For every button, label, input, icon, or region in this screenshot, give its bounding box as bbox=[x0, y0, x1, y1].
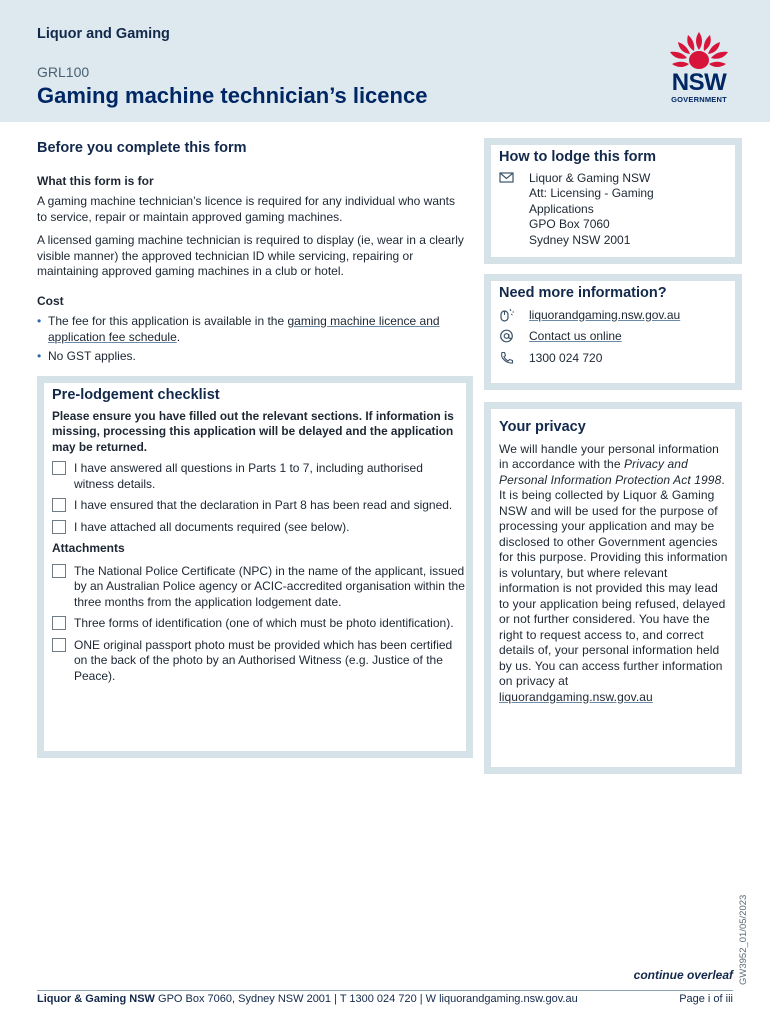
checkbox[interactable] bbox=[52, 564, 66, 578]
phone-row bbox=[499, 351, 735, 367]
attachment-label: Three forms of identification (one of which must be photo identification). bbox=[74, 616, 454, 630]
page-number: Page i of iii bbox=[679, 993, 733, 1005]
form-version-code: GW3952_01/05/2023 bbox=[738, 894, 749, 985]
logo-subtext: GOVERNMENT bbox=[671, 95, 727, 104]
footer-contact bbox=[37, 993, 578, 1005]
address-line: Applications bbox=[529, 201, 594, 216]
more-info-panel bbox=[484, 274, 742, 390]
cost-text-end: . bbox=[176, 329, 181, 344]
checkbox[interactable] bbox=[52, 616, 66, 630]
waratah-icon bbox=[662, 30, 736, 74]
address-line: GPO Box 7060 bbox=[529, 217, 610, 231]
checklist-intro: Please ensure you have filled out the relevant sections. If information is missing, processing this application will be delayed and the application may be returned. bbox=[52, 408, 454, 454]
attachments-heading: Attachments bbox=[52, 541, 125, 555]
checklist-heading: Pre-lodgement checklist bbox=[52, 387, 220, 403]
pre-lodgement-checklist bbox=[37, 376, 473, 758]
address-line: Sydney NSW 2001 bbox=[529, 232, 631, 247]
privacy-act-name: Privacy and Personal Information Protection Act 1998 bbox=[499, 457, 722, 487]
attachment-item bbox=[52, 616, 466, 632]
what-paragraph-1: A gaming machine technician’s licence is required for any individual who wants to service, repair or maintain approved gaming machines. bbox=[37, 194, 456, 224]
cost-heading: Cost bbox=[37, 293, 64, 308]
website-row bbox=[499, 308, 735, 324]
what-paragraph-2: A licensed gaming machine technician is required to display (ie, wear in a clearly visible manner) the approved technician ID while servicing, repairing or maintaining approved gaming machines in a club or hotel. bbox=[37, 233, 464, 278]
footer-divider bbox=[37, 990, 733, 991]
mouse-click-icon bbox=[499, 308, 515, 322]
contact-online-link[interactable]: Contact us online bbox=[529, 329, 622, 343]
attachment-item bbox=[52, 564, 466, 611]
checklist-item bbox=[52, 461, 466, 492]
checklist-item bbox=[52, 498, 466, 514]
form-code: GRL100 bbox=[37, 64, 90, 80]
checkbox[interactable] bbox=[52, 461, 66, 475]
address-line: Att: Licensing - Gaming bbox=[529, 186, 654, 200]
privacy-heading: Your privacy bbox=[499, 419, 586, 435]
contact-row bbox=[499, 329, 735, 345]
checklist-item-label: I have ensured that the declaration in Part 8 has been read and signed. bbox=[74, 498, 453, 512]
fee-schedule-link[interactable]: gaming machine licence and application fee schedule bbox=[48, 314, 440, 344]
at-sign-icon bbox=[499, 329, 515, 343]
what-heading: What this form is for bbox=[37, 173, 154, 188]
page-header bbox=[0, 0, 770, 122]
cost-list bbox=[37, 314, 467, 365]
checkbox[interactable] bbox=[52, 498, 66, 512]
list-item bbox=[37, 314, 467, 345]
privacy-text-part: . It is being collected by Liquor & Gaming NSW and will be used for the purpose of processing your application and may be disclosed to other Government agencies for this purpose. Providing this information is voluntary, but where relevant information is not provided this may lead to your application being refused, delayed or not further considered. You have the right to request access to, and correct details of, your personal information held by us. You can access further information on privacy at bbox=[499, 472, 728, 688]
before-heading: Before you complete this form bbox=[37, 140, 247, 156]
before-section bbox=[37, 141, 467, 369]
privacy-link[interactable]: liquorandgaming.nsw.gov.au bbox=[499, 689, 653, 704]
footer-org: Liquor & Gaming NSW bbox=[37, 993, 155, 1005]
more-info-heading: Need more information? bbox=[499, 285, 667, 301]
privacy-text bbox=[499, 442, 735, 706]
cost-text: The fee for this application is available in the bbox=[48, 314, 288, 328]
attachment-label: ONE original passport photo must be provided which has been certified on the back of the photo by an Authorised Witness (e.g. Justice of the Peace). bbox=[74, 637, 453, 683]
logo-wordmark: NSW bbox=[671, 69, 727, 96]
postal-address bbox=[499, 171, 735, 249]
checkbox[interactable] bbox=[52, 638, 66, 652]
list-item: • No GST applies. bbox=[37, 349, 467, 365]
phone-number: 1300 024 720 bbox=[529, 350, 603, 365]
how-to-lodge-panel bbox=[484, 138, 742, 264]
page-title: Gaming machine technician’s licence bbox=[37, 83, 428, 108]
phone-icon bbox=[499, 351, 515, 365]
checklist-item bbox=[52, 520, 466, 536]
checklist-item-label: I have attached all documents required (see below). bbox=[74, 519, 350, 534]
footer-details: GPO Box 7060, Sydney NSW 2001 | T 1300 024 720 | W liquorandgaming.nsw.gov.au bbox=[154, 993, 578, 1005]
privacy-text-part: We will handle your personal information in accordance with the bbox=[499, 441, 719, 471]
address-line: Liquor & Gaming NSW bbox=[529, 170, 651, 185]
privacy-panel bbox=[484, 402, 742, 774]
attachment-item bbox=[52, 638, 466, 685]
envelope-icon bbox=[499, 171, 515, 185]
agency-name: Liquor and Gaming bbox=[37, 26, 170, 42]
address-block bbox=[529, 171, 654, 249]
checklist-item-label: I have answered all questions in Parts 1 to 7, including authorised witness details. bbox=[74, 461, 423, 491]
nsw-government-logo bbox=[662, 30, 736, 106]
attachment-label: The National Police Certificate (NPC) in the name of the applicant, issued by an Australian Police agency or ACIC-accredited organisation within the three months from the application lodgement date. bbox=[74, 563, 465, 609]
continue-overleaf: continue overleaf bbox=[633, 968, 733, 982]
lodge-heading: How to lodge this form bbox=[499, 149, 657, 165]
website-link[interactable]: liquorandgaming.nsw.gov.au bbox=[529, 307, 681, 322]
checkbox[interactable] bbox=[52, 520, 66, 534]
